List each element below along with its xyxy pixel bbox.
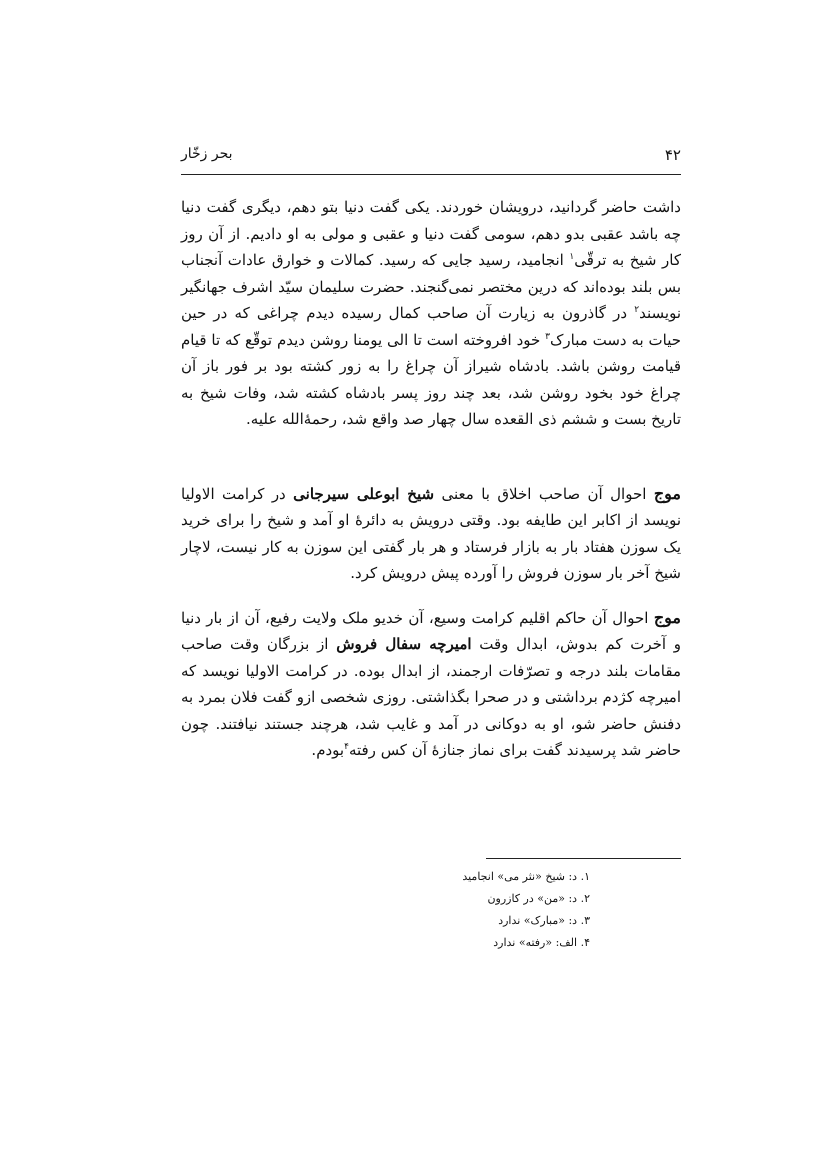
- paragraph-3-text-b: از بزرگان وقت صاحب مقامات بلند درجه و تصرّفات ارجمند، از ابدال بوده. در کرامت الاولیا نویسد که امیرچه کژدم برداشتی و در صحرا بگذاشتی. روزی شخصی ازو گفت فلان بمرد به دفنش حاضر شو، او به دوکانی در آمد و غایب شد، هرچند جستند نیافتند. چون حاضر شد پرسیدند گفت برای نماز جنازۀ آن کس رفته: [181, 635, 681, 759]
- footnote-ref-1: ۱: [569, 252, 575, 262]
- footnote-ref-4: ۴: [344, 742, 349, 752]
- running-header: [181, 146, 681, 175]
- paragraph-3-text-a: احوال آن حاکم اقلیم کرامت وسیع، آن خدیو ملک ولایت رفیع، آن از بار دنیا و آخرت کم بدوش، ابدال وقت: [181, 608, 682, 653]
- main-text: [181, 194, 681, 764]
- page-number: ۴۲: [664, 146, 681, 164]
- paragraph-1-text-b: انجامید، رسید جایی که رسید. کمالات و خوارق عادات آنجناب بس بلند بوده‌اند که درین مختصر نمی‌گنجند. حضرت سلیمان سیّد اشرف جهانگیر نویسند: [181, 251, 681, 322]
- footnote-4: ۴. الف: «رفته» ندارد: [493, 936, 590, 949]
- person-name: امیرچه سفال فروش: [336, 635, 472, 653]
- paragraph-2: [181, 481, 681, 587]
- footnote-3: ۳. د: «مبارک» ندارد: [498, 914, 590, 927]
- paragraph-1-text-d: خود افروخته است تا الی یومنا روشن دیدم توقّع که تا قیام قیامت روشن باشد. بادشاه شیراز آن چراغ را به زور کشته بود بر فور باز آن چراغ خود بخود روشن شد، بعد چند روز پسر بادشاه کشته شد، وفات شیخ به تاریخ بست و ششم ذی القعده سال چهار صد واقع شد، رحمۀالله علیه.: [181, 330, 681, 428]
- paragraph-2-text-b: در کرامت الاولیا نویسد از اکابر این طایفه بود. وقتی درویش به دائرۀ او آمد و شیخ را برای خرید یک سوزن هفتاد بار به بازار فرستاد و هر بار گفتی این سوزن به کار نیست، لاچار شیخ آخر بار سوزن فروش را آورده پیش درویش کرد.: [181, 484, 681, 582]
- footnote-ref-3: ۳: [545, 331, 550, 342]
- book-title: بحر زخّار: [181, 146, 233, 162]
- paragraph-3-text-c: بودم.: [311, 741, 345, 759]
- paragraph-1: [181, 194, 681, 433]
- footnote-divider: [486, 858, 681, 859]
- paragraph-1-text-c: در گاذرون به زیارت آن صاحب کمال رسیده دیدم چراغی که در حین حیات به دست مبارک: [181, 304, 681, 349]
- section-keyword: موج: [653, 483, 681, 503]
- section-keyword: موج: [653, 607, 681, 627]
- paragraph-3: [181, 605, 681, 764]
- paragraph-1-text-a: داشت حاضر گردانید، درویشان خوردند. یکی گفت دنیا بتو دهم، دیگری گفت دنیا چه باشد عقبی بدو دهم، سومی گفت دنیا و عقبی و مولی به او دادیم. از آن روز کار شیخ به ترقّی: [181, 198, 681, 269]
- footnote-1: ۱. د: شیخ «نثر می» انجامید: [462, 870, 590, 883]
- footnotes: [420, 866, 590, 954]
- paragraph-2-text-a: احوال آن صاحب اخلاق با معنی: [434, 484, 654, 503]
- person-name: شیخ ابوعلی سیرجانی: [293, 484, 435, 503]
- footnote-2: ۲. د: «من» در کازرون: [487, 892, 590, 905]
- footnote-ref-2: ۲: [634, 305, 640, 315]
